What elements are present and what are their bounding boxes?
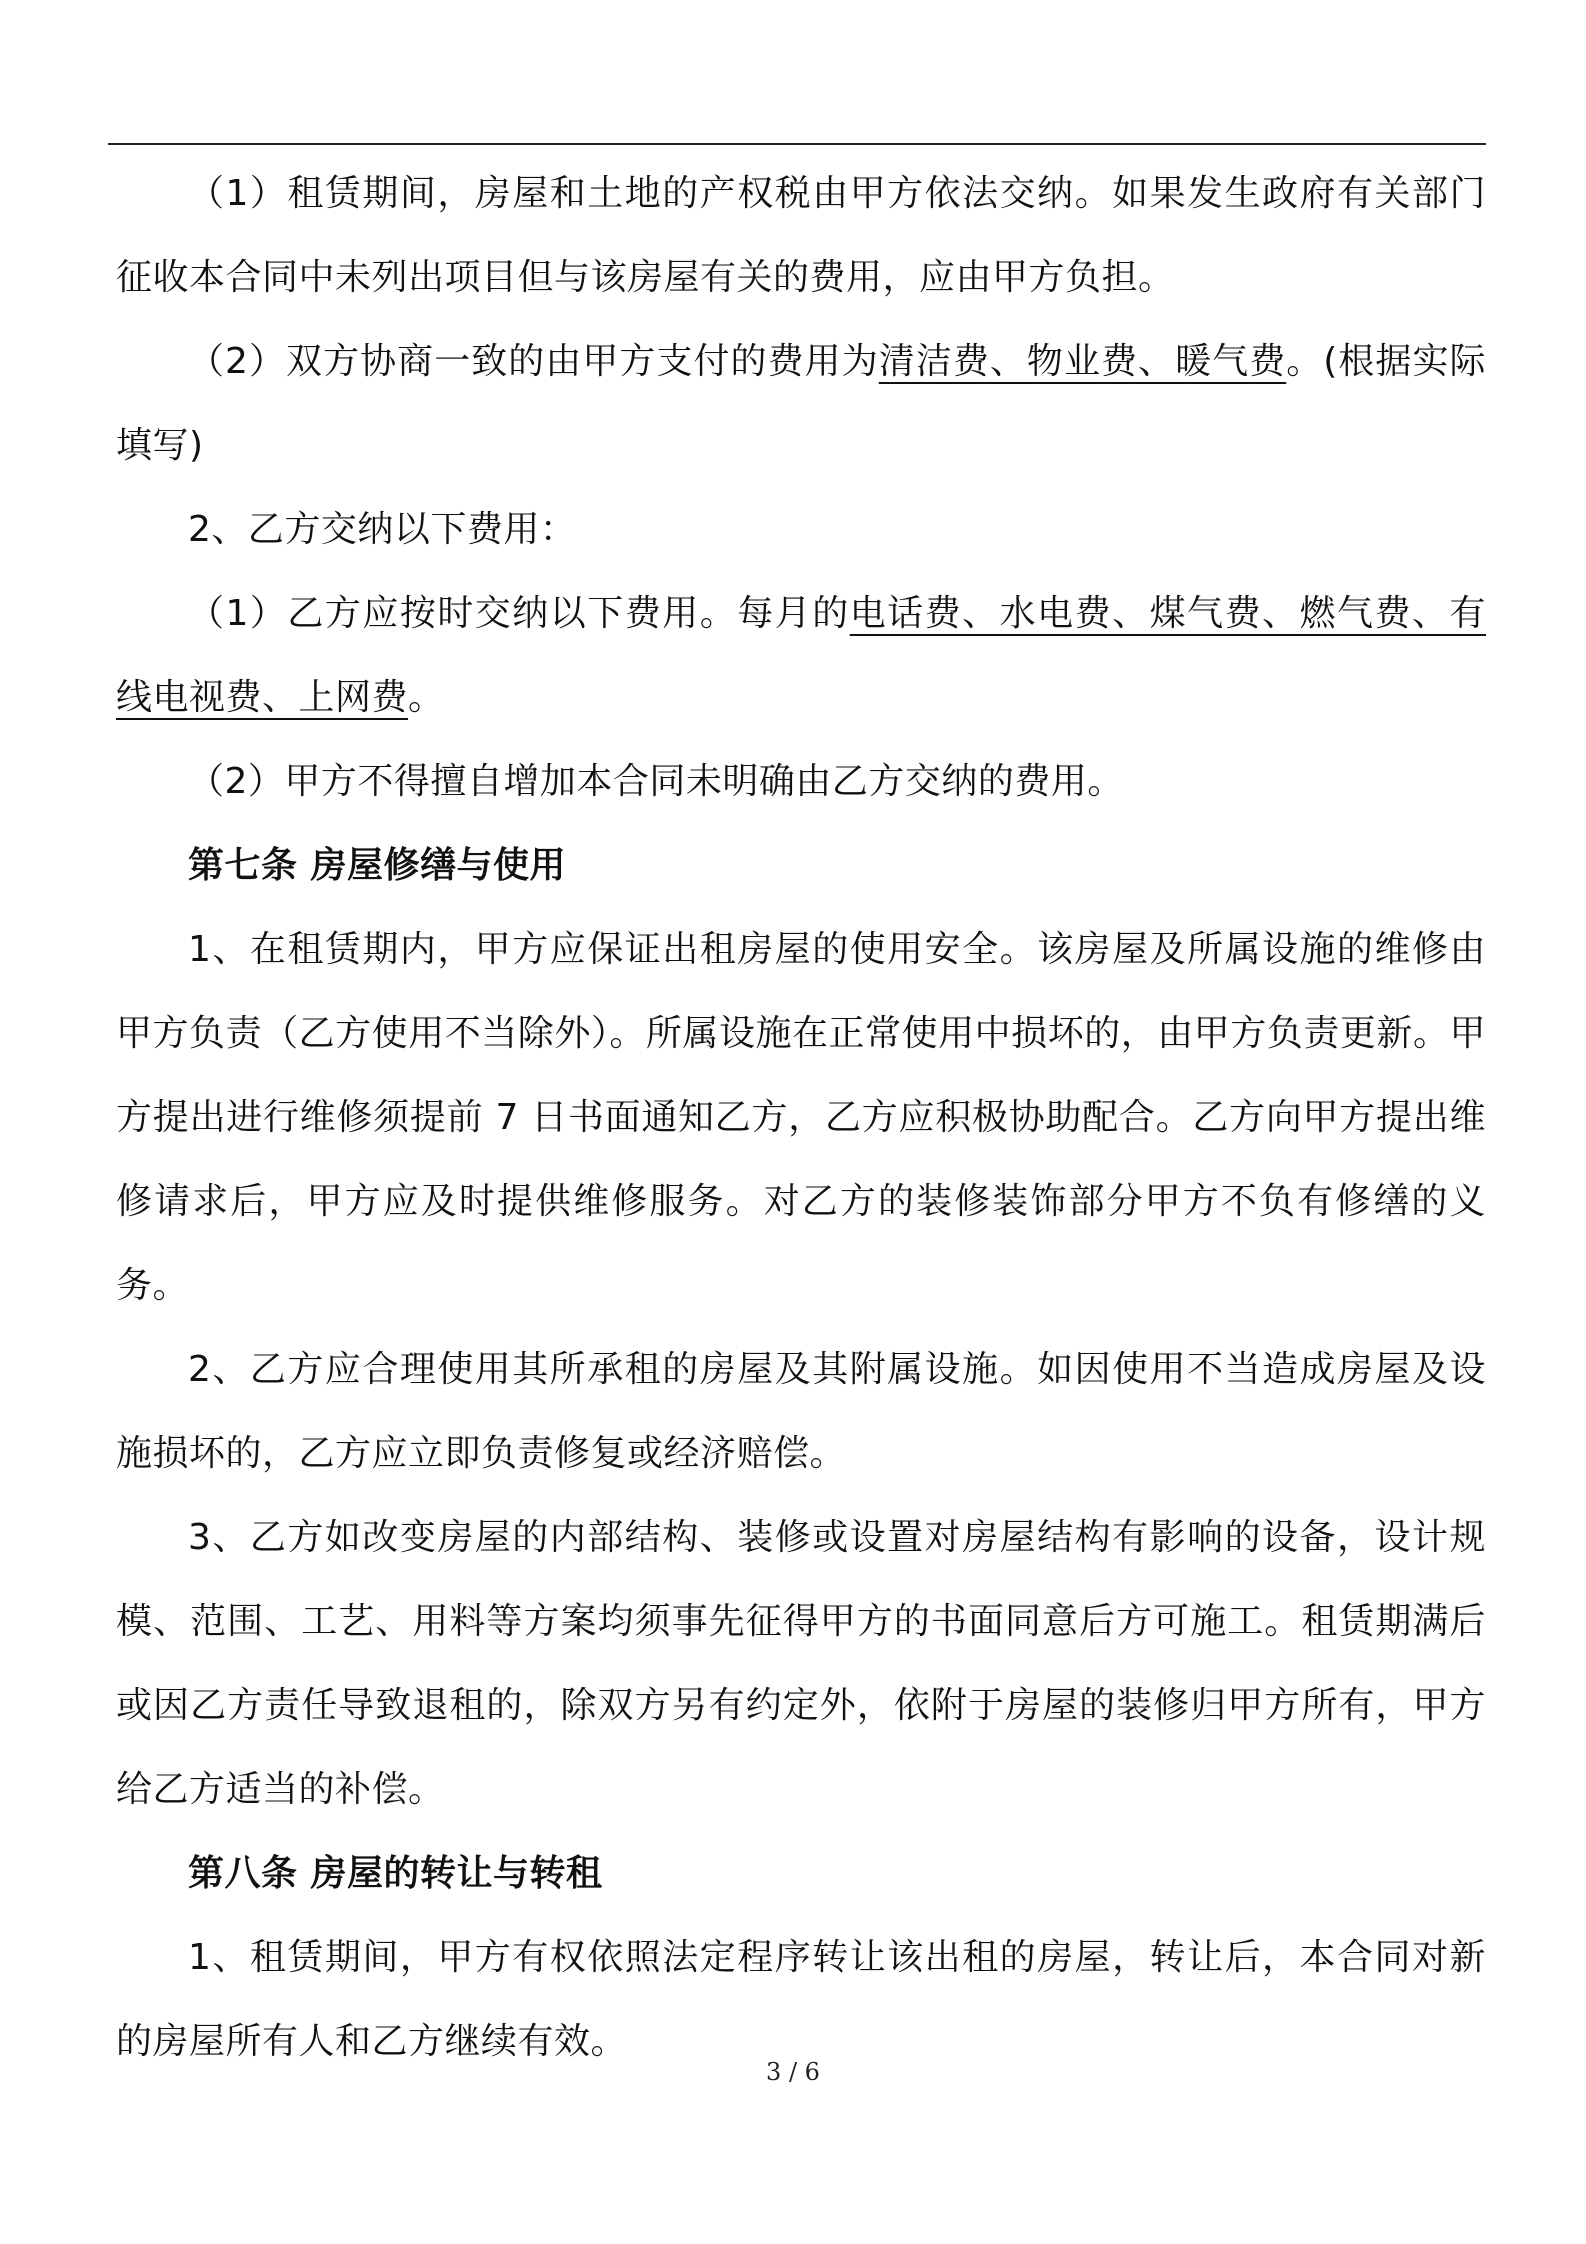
tenant-fees-list: 电话费、水电费、煤气费、燃气费、有线电视费、上网费	[116, 593, 1486, 718]
paragraph-property-tax: （1）租赁期间，房屋和土地的产权税由甲方依法交纳。如果发生政府有关部门征收本合同中未列出项目但与该房屋有关的费用，应由甲方负担。	[116, 173, 1486, 298]
landlord-fees-note: 。(根据实际填写)	[116, 341, 1486, 466]
paragraph-structure-changes: 3、乙方如改变房屋的内部结构、装修或设置对房屋结构有影响的设备，设计规模、范围、工艺、用料等方案均须事先征得甲方的书面同意后方可施工。租赁期满后或因乙方责任导致退租的，除双方另有约定外，依附于房屋的装修归甲方所有，甲方给乙方适当的补偿。	[116, 1517, 1486, 1810]
paragraph-landlord-fees	[116, 320, 1486, 488]
paragraph-no-extra-fees: （2）甲方不得擅自增加本合同未明确由乙方交纳的费用。	[188, 761, 1124, 802]
tenant-fees-lead: （1）乙方应按时交纳以下费用。每月的	[188, 593, 850, 634]
tenant-fees-end: 。	[408, 677, 445, 718]
page-number: 3 / 6	[766, 2058, 820, 2086]
paragraph-transfer-rights: 1、租赁期间，甲方有权依照法定程序转让该出租的房屋，转让后，本合同对新的房屋所有人和乙方继续有效。	[116, 1937, 1486, 2062]
paragraph-repair-responsibility: 1、在租赁期内，甲方应保证出租房屋的使用安全。该房屋及所属设施的维修由甲方负责（乙方使用不当除外）。所属设施在正常使用中损坏的，由甲方负责更新。甲方提出进行维修须提前 7 日书面通知乙方，乙方应积极协助配合。乙方向甲方提出维修请求后，甲方应及时提供维修服务。对乙方的装修装饰部分甲方不负有修缮的义务。	[116, 929, 1486, 1306]
landlord-fees-lead: （2）双方协商一致的由甲方支付的费用为	[188, 341, 879, 382]
paragraph-tenant-monthly-fees	[116, 572, 1486, 740]
paragraph-reasonable-use: 2、乙方应合理使用其所承租的房屋及其附属设施。如因使用不当造成房屋及设施损坏的，乙方应立即负责修复或经济赔偿。	[116, 1349, 1486, 1474]
document-body	[116, 152, 1486, 2084]
section-heading-article-8: 第八条 房屋的转让与转租	[188, 1853, 603, 1894]
paragraph-tenant-fees-title: 2、乙方交纳以下费用：	[188, 509, 577, 550]
header-rule	[108, 143, 1486, 145]
section-heading-article-7: 第七条 房屋修缮与使用	[188, 845, 567, 886]
landlord-fees-list: 清洁费、物业费、暖气费	[878, 341, 1287, 382]
